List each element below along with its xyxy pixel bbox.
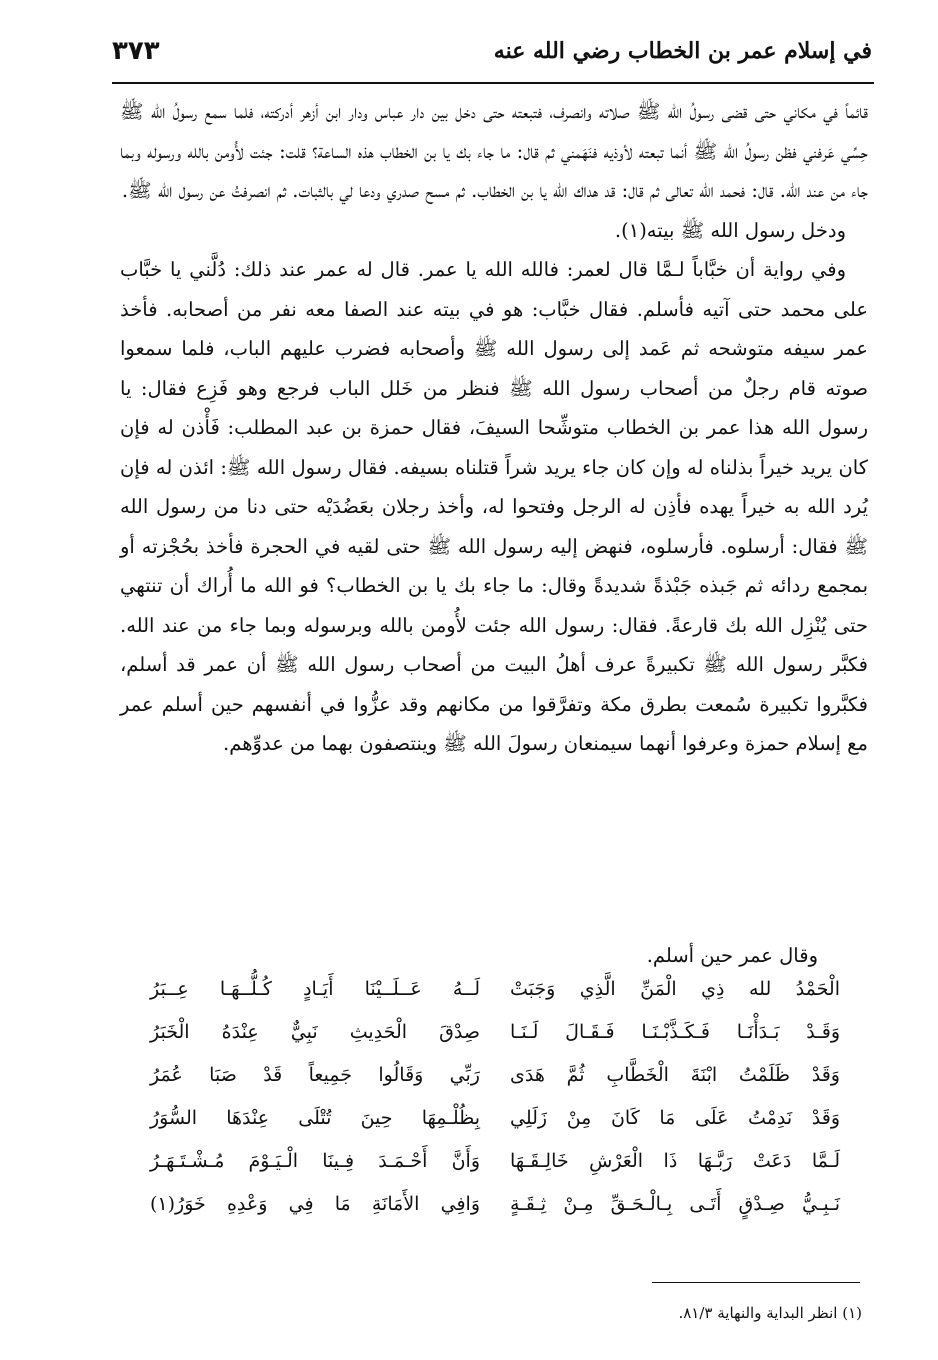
poem-intro: وقال عمر حين أسلم.	[646, 944, 818, 967]
main-text	[120, 92, 868, 764]
poem-verse	[150, 1107, 840, 1150]
header-divider	[112, 82, 874, 84]
footnote: (١) انظر البداية والنهاية ٨١/٣.	[678, 1304, 862, 1322]
paragraph: قائماً في مكاني حتى قضى رسولُ الله ﷺ صلاته وانصرف، فتبعته حتى دخل بين دار عباس ودار ابن أزهر أدركته، فلما سمع رسولُ الله ﷺ حِسِّي عَرفني فظن رسولُ الله ﷺ أنما تبعته لأوذيه فنَهَمني ثم قال: ما جاء بك يا بن الخطاب هذه الساعة؟ قلت: جئت لأُومن بالله ورسوله وبما جاء من عند الله. قال: فحمد الله تعالى ثم قال: قد هداك الله يا بن الخطاب. ثم مسح صدري ودعا لي بالثبات. ثم انصرفتُ عن رسول الله ﷺ.	[120, 100, 868, 202]
verse-first-hemistich: وَقَدْ ظَلَمْتُ ابْنَةَ الْخَطَّابِ ثُمَّ هَدَى	[510, 1064, 840, 1086]
paragraph: وفي رواية أن خبَّاباً لـمَّا قال لعمر: فالله الله يا عمر. قال له عمر عند ذلك: دُلَّني يا خبَّاب على محمد حتى آتيه فأسلم. فقال خبَّاب: هو في بيته عند الصفا معه نفر من أصحابه. فأخذ عمر سيفه متوشحه ثم عَمد إلى رسول الله ﷺ وأصحابه فضرب عليهم الباب، فلما سمعوا صوته قام رجلٌ من أصحاب رسول الله ﷺ فنظر من خَلل الباب فرجع وهو فَزِع فقال: يا رسول الله هذا عمر بن الخطاب متوشِّحا السيفَ، فقال حمزة بن عبد المطلب: فَأْذن له فإن كان يريد خيراً بذلناه له وإن كان جاء يريد شراً قتلناه بسيفه. فقال رسول الله ﷺ: ائذن له فإن يُرد الله به خيراً يهده فأذِن له الرجل وفتحوا له، وأخذ رجلان بعَضُدَيْه حتى دنا من رسول الله ﷺ فقال: أرسلوه. فأرسلوه، فنهض إليه رسول الله ﷺ حتى لقيه في الحجرة فأخذ بحُجْزته أو بمجمع ردائه ثم جَبذه جَبْذةً شديدةً وقال: ما جاء بك يا بن الخطاب؟ فو الله ما أُراك أن تنتهي حتى يُنْزِل الله بك قارعةً. فقال: رسول الله جئت لأُومن بالله وبرسوله وبما جاء من عند الله. فكبَّر رسول الله ﷺ تكبيرةً عرف أهلُ البيت من أصحاب رسول الله ﷺ أن عمر قد أسلم، فكبَّروا تكبيرة سُمعت بطرق مكة وتفرَّقوا من مكانهم وقد عزُّوا في أنفسهم حين أسلم عمر مع إسلام حمزة وعرفوا أنهما سيمنعان رسولَ الله ﷺ وينتصفون بهما من عدوِّهم.	[120, 258, 868, 755]
verse-second-hemistich: رَبِّي وَقَالُوا جَمِيعاً قَدْ صَبَا عُمَرُ	[150, 1064, 480, 1086]
footnote-divider	[652, 1282, 860, 1283]
verse-second-hemistich: بِظُلْـمِهَا حِينَ تُتْلَى عِنْدَهَا السُّوَرُ	[150, 1107, 480, 1129]
verse-first-hemistich: لَـمَّا دَعَتْ رَبَّـهَا ذَا الْعَرْشِ خَالِـقَـهَا	[510, 1150, 840, 1172]
chapter-title: في إسلام عمر بن الخطاب رضي الله عنه	[493, 38, 872, 64]
running-header	[112, 34, 872, 76]
verse-second-hemistich: لَــهُ عَــلَــيْنَا أَيَـادٍ كُـلُّــهَـا عِــبَرُ	[150, 978, 480, 1000]
page-number: ٣٧٣	[112, 36, 160, 66]
poem-verse	[150, 978, 840, 1021]
poem	[150, 978, 840, 1236]
verse-first-hemistich: وَقَدْ نَدِمْتُ عَلَى مَا كَانَ مِنْ زَلَلِي	[510, 1107, 840, 1129]
verse-second-hemistich: وَافِي الأَمَانَةِ مَا فِي وَعْدِهِ خَوَرُ(١)	[150, 1193, 480, 1215]
verse-first-hemistich: الْحَمْدُ لله ذِي الْمَنِّ الَّذِي وَجَبَتْ	[510, 978, 840, 1000]
poem-verse	[150, 1193, 840, 1236]
paragraph: ودخل رسول الله ﷺ بيته(١).	[614, 218, 846, 242]
verse-second-hemistich: وَأَنَّ أَحْـمَـدَ فِـينَا الْـيَـوْمَ مُـشْـتَـهَـرُ	[150, 1150, 480, 1172]
poem-verse	[150, 1064, 840, 1107]
verse-second-hemistich: صِدْقَ الْحَدِيثِ نَبِيٌّ عِنْدَهُ الْخَبَرُ	[150, 1021, 480, 1043]
poem-verse	[150, 1150, 840, 1193]
poem-verse	[150, 1021, 840, 1064]
verse-first-hemistich: نَـبِـيُّ صِـدْقٍ أَتَـى بِـالْـحَـقِّ مِـنْ ثِـقَـةٍ	[510, 1193, 840, 1215]
verse-first-hemistich: وَقَـدْ بَـدَأْنَـا فَـكَـذَّبْـنَـا فَـقَـالَ لَـنَـا	[510, 1021, 840, 1043]
